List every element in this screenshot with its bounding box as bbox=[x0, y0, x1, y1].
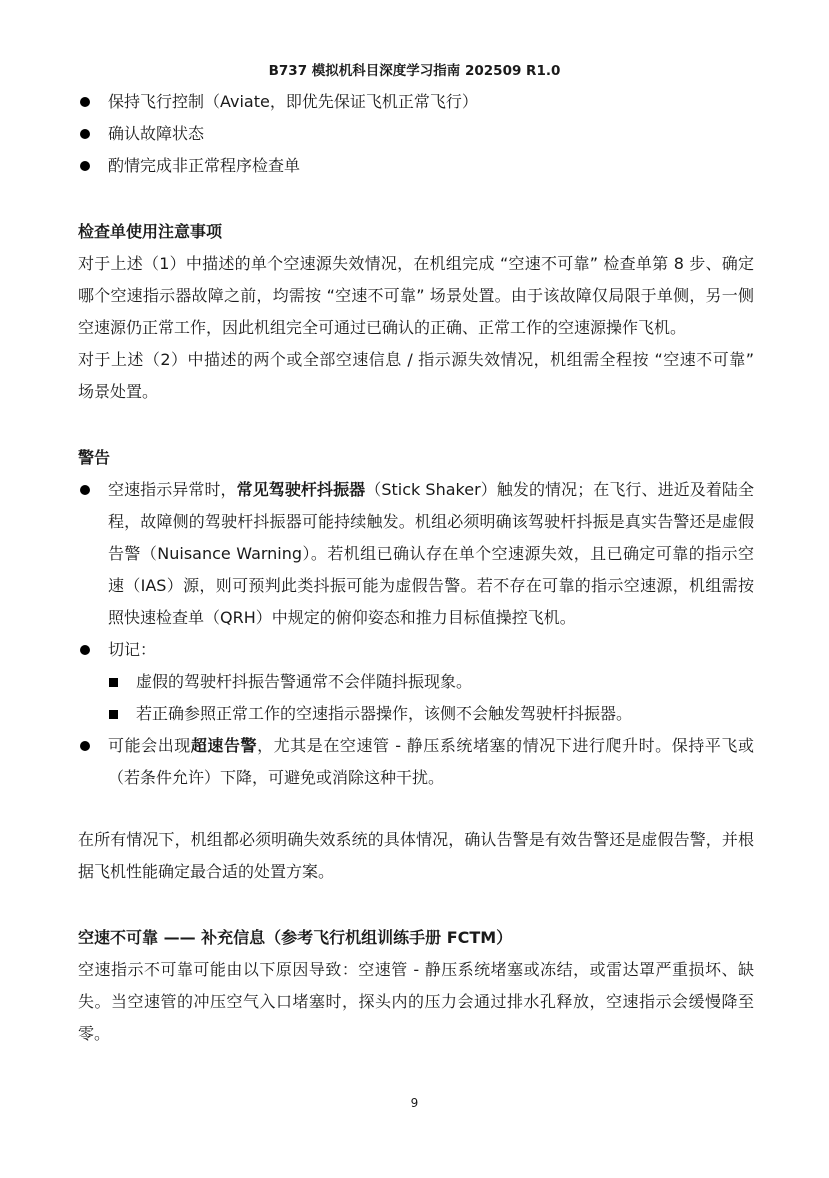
checklist-paragraph-2: 对于上述（2）中描述的两个或全部空速信息 / 指示源失效情况，机组需全程按 “空速不可靠” 场景处置。 bbox=[78, 350, 754, 401]
warning-item-remember bbox=[78, 634, 754, 666]
bullet-icon bbox=[80, 161, 90, 171]
sub-list-item bbox=[78, 698, 754, 730]
list-item bbox=[78, 150, 754, 182]
square-bullet-icon bbox=[109, 678, 118, 687]
bullet-icon bbox=[80, 129, 90, 139]
warning-item-overspeed bbox=[78, 730, 754, 794]
sub-list-item-text: 虚假的驾驶杆抖振告警通常不会伴随抖振现象。 bbox=[136, 672, 473, 691]
text-run: 空速指示异常时， bbox=[108, 480, 237, 499]
section-heading-supplement: 空速不可靠 —— 补充信息（参考飞行机组训练手册 FCTM） bbox=[78, 928, 513, 947]
bullet-icon bbox=[80, 97, 90, 107]
section-heading-checklist: 检查单使用注意事项 bbox=[78, 222, 223, 241]
list-item-text: 保持飞行控制（Aviate，即优先保证飞机正常飞行） bbox=[108, 92, 478, 111]
sub-list-item-text: 若正确参照正常工作的空速指示器操作，该侧不会触发驾驶杆抖振器。 bbox=[136, 704, 633, 723]
warning-item-stick-shaker bbox=[78, 474, 754, 634]
square-bullet-icon bbox=[109, 710, 118, 719]
bold-text: 常见驾驶杆抖振器 bbox=[236, 480, 366, 499]
bullet-icon bbox=[80, 485, 90, 495]
page-content bbox=[78, 86, 754, 1050]
checklist-paragraph-1: 对于上述（1）中描述的单个空速源失效情况，在机组完成 “空速不可靠” 检查单第 8 步、确定哪个空速指示器故障之前，均需按 “空速不可靠” 场景处置。由于该故障仅局限于单侧，另一侧空速源仍正常工作，因此机组完全可通过已确认的正确、正常工作的空速源操作飞机。 bbox=[78, 254, 754, 337]
sub-list-item bbox=[78, 666, 754, 698]
text-run: 可能会出现 bbox=[108, 736, 191, 755]
list-item bbox=[78, 86, 754, 118]
bullet-icon bbox=[80, 645, 90, 655]
list-item-text: 切记： bbox=[108, 640, 157, 659]
bold-text: 超速告警 bbox=[190, 736, 258, 755]
list-item bbox=[78, 118, 754, 150]
text-run: （Stick Shaker）触发的情况；在飞行、进近及着陆全程，故障侧的驾驶杆抖振器可能持续触发。机组必须明确该驾驶杆抖振是真实告警还是虚假告警（Nuisance Warning）。若机组已确认存在单个空速源失效，且已确定可靠的指示空速（IAS）源，则可预判此类抖振可能为虚假告警。若不存在可靠的指示空速源，机组需按照快速检查单（QRH）中规定的俯仰姿态和推力目标值操控飞机。 bbox=[108, 480, 754, 627]
bullet-icon bbox=[80, 741, 90, 751]
text-run: ，尤其是在空速管 - 静压系统堵塞的情况下进行爬升时。保持平飞或（若条件允许）下降，可避免或消除这种干扰。 bbox=[108, 736, 754, 787]
list-item-text: 确认故障状态 bbox=[108, 124, 205, 143]
page-number: 9 bbox=[410, 1096, 419, 1110]
summary-paragraph: 在所有情况下，机组都必须明确失效系统的具体情况，确认告警是有效告警还是虚假告警，并根据飞机性能确定最合适的处置方案。 bbox=[78, 830, 754, 881]
section-heading-warning: 警告 bbox=[78, 448, 111, 467]
list-item-text: 酌情完成非正常程序检查单 bbox=[108, 156, 301, 175]
supplement-paragraph: 空速指示不可靠可能由以下原因导致：空速管 - 静压系统堵塞或冻结，或雷达罩严重损坏、缺失。当空速管的冲压空气入口堵塞时，探头内的压力会通过排水孔释放，空速指示会缓慢降至零。 bbox=[78, 960, 754, 1043]
page-header: B737 模拟机科目深度学习指南 202509 R1.0 bbox=[268, 63, 561, 79]
